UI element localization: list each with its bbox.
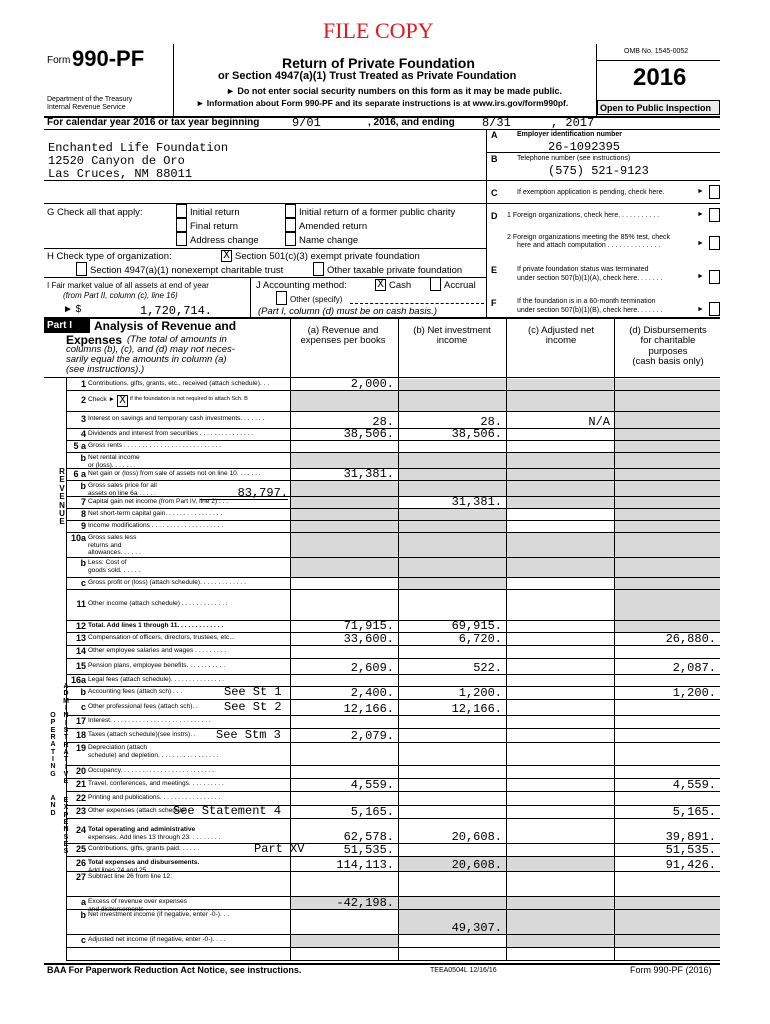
amount-b: 38,506. xyxy=(451,427,502,441)
line-number: 21 xyxy=(75,779,86,789)
row-divider xyxy=(66,496,720,497)
shaded-cell xyxy=(615,897,720,909)
row-divider xyxy=(66,452,720,453)
line-number: 14 xyxy=(75,646,86,656)
g-label: G Check all that apply: xyxy=(47,207,143,218)
line-number: 22 xyxy=(75,792,86,803)
line-label-cont: assets on line 6a . . . . . xyxy=(88,490,156,497)
amount-b: 20,608. xyxy=(451,858,502,872)
line-label: Net short-term capital gain. . . . . . . . . . . . . . . . xyxy=(88,510,223,517)
row-divider xyxy=(66,960,720,961)
line-label: Total operating and administrative xyxy=(88,826,196,833)
foreign-85-label: 2 Foreign organizations meeting the 85% test, check xyxy=(507,234,671,241)
col-d-header-2: for charitable xyxy=(640,335,696,347)
shaded-cell xyxy=(507,453,614,468)
amount-b: 69,915. xyxy=(451,619,502,633)
shaded-cell xyxy=(615,412,720,428)
line-number: 15 xyxy=(75,660,86,671)
shaded-cell xyxy=(399,521,506,532)
amount-a: 2,079. xyxy=(350,729,394,743)
file-copy-stamp: FILE COPY xyxy=(323,18,434,43)
amount-b: 20,608. xyxy=(451,830,502,844)
shaded-cell xyxy=(291,521,398,532)
line-label: Gross profit or (loss) (attach schedule). . . . . . . . . . . . . xyxy=(88,579,246,586)
line-number: 23 xyxy=(75,806,86,816)
and-side-label: A N D xyxy=(50,795,56,817)
omb-number: OMB No. 1545-0052 xyxy=(624,48,689,55)
dept-treasury: Department of the Treasury xyxy=(47,96,133,103)
shaded-cell xyxy=(615,379,720,390)
final-return-label: Final return xyxy=(190,221,239,232)
shaded-cell xyxy=(507,533,614,557)
shaded-cell xyxy=(615,509,720,520)
amount-a: 2,400. xyxy=(350,686,394,700)
line-label: Other expenses (attach schedule) xyxy=(88,807,187,814)
line-label: Subtract line 26 from line 12: xyxy=(88,873,172,880)
line-number: 11 xyxy=(76,599,86,609)
form-title: Return of Private Foundation xyxy=(282,55,475,71)
line-label: Capital gain net income (from Part IV, line 2) . . . xyxy=(88,498,229,505)
col-a-header-1: (a) Revenue and xyxy=(307,325,379,336)
line-label: Total. Add lines 1 through 11. . . . . . . . . . . . . xyxy=(88,622,224,629)
amount-b: 522. xyxy=(473,661,502,675)
irs-label: Internal Revenue Service xyxy=(47,104,126,111)
amount-a: 12,166. xyxy=(343,702,394,716)
paperwork-notice: BAA For Paperwork Reduction Act Notice, see instructions. xyxy=(47,965,302,975)
tax-year-begin: 9/01 xyxy=(292,116,321,130)
line-number: 18 xyxy=(75,729,86,740)
part-title-4: sarily equal the amounts in column (a) xyxy=(66,354,227,365)
shaded-cell xyxy=(615,497,720,508)
line-number: b xyxy=(80,910,86,920)
amount-a: 28. xyxy=(372,415,394,429)
column-divider xyxy=(506,318,507,960)
amount-a: 31,381. xyxy=(343,467,394,481)
statement-reference[interactable]: See St 2 xyxy=(224,699,282,714)
shaded-cell xyxy=(507,481,614,496)
shaded-cell xyxy=(399,509,506,520)
cash-label: Cash xyxy=(389,280,412,291)
col-d-header-1: (d) Disbursements xyxy=(629,325,707,336)
amended-label: Amended return xyxy=(299,221,368,232)
row-divider xyxy=(66,508,720,509)
other-taxable-label: Other taxable private foundation xyxy=(327,265,463,276)
line-number: 16a xyxy=(70,675,86,685)
ein-value: 26-1092395 xyxy=(548,140,621,154)
shaded-cell xyxy=(291,558,398,577)
amount-d: 1,200. xyxy=(672,686,716,700)
shaded-cell xyxy=(507,379,614,390)
sixty-month-label-2: under section 507(b)(1)(B), check here. . . . . . . xyxy=(517,307,663,314)
form-code: TEEA0504L 12/16/16 xyxy=(430,967,497,974)
shaded-cell xyxy=(615,521,720,532)
line-number: 25 xyxy=(75,844,86,854)
fmv-label: I Fair market value of all assets at end of year xyxy=(47,281,209,290)
line-number: b xyxy=(80,481,86,491)
shaded-cell xyxy=(615,533,720,557)
form-subtitle: or Section 4947(a)(1) Trust Treated as Private Foundation xyxy=(218,70,517,82)
line-label: Gross sales price for all xyxy=(88,482,157,489)
line-label: Gross rents . . . . . . . . . . . . . . . . . . . . . . . . . . . xyxy=(88,442,222,449)
shaded-cell xyxy=(615,441,720,452)
terminated-label-2: under section 507(b)(1)(A), check here. . . . . . . xyxy=(517,275,663,282)
amount-d: 4,559. xyxy=(672,778,716,792)
line-label: Interest. . . . . . . . . . . . . . . . . . . . . . . . . . . . xyxy=(88,717,211,724)
ein-label: Employer identification number xyxy=(517,131,623,138)
line-number: b xyxy=(80,558,86,568)
terminated-label: If private foundation status was terminated xyxy=(517,266,649,273)
shaded-cell xyxy=(507,558,614,577)
line-label: Total expenses and disbursements. xyxy=(88,859,200,866)
other-method-label: Other (specify) xyxy=(290,295,343,304)
box-d-letter: D xyxy=(491,211,498,221)
shaded-cell xyxy=(615,481,720,496)
shaded-cell xyxy=(615,910,720,934)
line-label: Other income (attach schedule) . . . . . . . . . . . . . xyxy=(88,600,228,607)
amount-a: 71,915. xyxy=(343,619,394,633)
line-label: Dividends and interest from securities . . . . . . . . . . . . . . . xyxy=(88,430,253,437)
line-number: c xyxy=(80,578,86,588)
line-number: a xyxy=(80,897,86,907)
line-label: Legal fees (attach schedule). . . . . . . . . . . . . . . xyxy=(88,676,224,683)
line-label: Compensation of officers, directors, trustees, etc... xyxy=(88,634,235,641)
line-label: Other professional fees (attach sch). . xyxy=(88,702,198,710)
row-divider xyxy=(66,947,720,948)
amount-a: 4,559. xyxy=(350,778,394,792)
line-number: 17 xyxy=(75,716,86,726)
shaded-cell xyxy=(399,578,506,589)
line-label: Interest on savings and temporary cash investments. . . . . . . xyxy=(88,415,265,422)
line-label-cont: goods sold. . . . . . xyxy=(88,567,141,574)
arrow-icon: ► xyxy=(697,273,704,280)
shaded-cell xyxy=(291,533,398,557)
amount-a: -42,198. xyxy=(336,896,394,910)
line-label: Net rental income xyxy=(88,454,140,461)
shaded-cell xyxy=(507,497,614,508)
line-number: 13 xyxy=(75,633,86,643)
line-number: 27 xyxy=(75,872,86,882)
part-tag: Part I xyxy=(44,319,90,333)
shaded-cell xyxy=(399,469,506,480)
amount-a: 2,609. xyxy=(350,661,394,675)
line-label: Contributions, gifts, grants paid. . . . . . xyxy=(88,845,200,852)
shaded-cell xyxy=(615,558,720,577)
column-divider xyxy=(290,318,291,378)
org-city: Las Cruces, NM 88011 xyxy=(48,167,193,181)
amount-a: 62,578. xyxy=(343,830,394,844)
shaded-cell xyxy=(507,897,614,909)
shaded-cell xyxy=(615,453,720,468)
shaded-cell xyxy=(399,379,506,390)
part-title-3: columns (b), (c), and (d) may not neces- xyxy=(66,344,235,355)
org-address: 12520 Canyon de Oro xyxy=(48,154,185,168)
amount-b: 49,307. xyxy=(451,921,502,935)
amount-b: 1,200. xyxy=(458,686,502,700)
line-label: Other employee salaries and wages . . . . . . . . . xyxy=(88,647,227,654)
foreign-org-label: 1 Foreign organizations, check here. . . . . . . . . . . xyxy=(507,212,660,219)
col-d-header-4: (cash basis only) xyxy=(632,356,704,368)
line-label-cont: expenses. Add lines 13 through 23. . . . . . . . . xyxy=(88,834,221,841)
box-b-letter: B xyxy=(491,154,498,164)
501c3-checkbox[interactable]: X xyxy=(221,250,232,262)
line-number: 2 xyxy=(80,395,86,405)
line-label: Taxes (attach schedule)(see instrs). . xyxy=(88,730,196,738)
amount-a: 33,600. xyxy=(343,632,394,646)
amount-a: 5,165. xyxy=(350,805,394,819)
expenses-side-label: E X P E N S E S xyxy=(63,797,69,856)
line-number: b xyxy=(80,687,86,697)
line-label: Occupancy. . . . . . . . . . . . . . . . . . . . . . . . . . xyxy=(88,767,214,774)
amount-a: 114,113. xyxy=(336,858,394,872)
part-title-2: Expenses xyxy=(66,333,123,347)
line-number: 24 xyxy=(75,825,86,835)
exemption-pending-label: If exemption application is pending, check here. xyxy=(517,189,665,196)
row-divider xyxy=(66,765,720,766)
box-a-letter: A xyxy=(491,130,498,140)
shaded-cell xyxy=(291,497,398,508)
calendar-label: For calendar year 2016 or tax year beginning xyxy=(47,117,260,128)
box-c-letter: C xyxy=(491,188,498,198)
shaded-cell xyxy=(399,453,506,468)
statement-reference[interactable]: See St 1 xyxy=(224,685,282,699)
line-label: Contributions, gifts, grants, etc., received (attach schedule). . . xyxy=(88,380,270,387)
open-inspection: Open to Public Inspection xyxy=(597,100,720,115)
foreign-85-label-2: here and attach computation . . . . . . . . . . . . . . xyxy=(517,242,661,249)
amount-b: 28. xyxy=(480,415,502,429)
line-number: b xyxy=(80,453,86,463)
col-d-header-3: purposes xyxy=(648,345,688,357)
shaded-cell xyxy=(507,910,614,934)
line-number: c xyxy=(80,935,86,945)
line-number: 26 xyxy=(75,858,86,868)
shaded-cell xyxy=(615,391,720,411)
row-divider xyxy=(66,557,720,558)
shaded-cell xyxy=(399,391,506,411)
line-label: Less: Cost of xyxy=(88,559,127,566)
amount-d: 5,165. xyxy=(672,805,716,819)
fmv-label-2: (from Part II, column (c), line 16) xyxy=(63,291,178,300)
amount-b: 12,166. xyxy=(451,702,502,716)
line-label: Adjusted net income (if negative, enter -0-). . . . xyxy=(88,936,226,943)
line-number: 12 xyxy=(75,621,86,631)
line-label: Printing and publications. . . . . . . . . . . . . . . . . xyxy=(88,793,221,801)
shaded-cell xyxy=(399,533,506,557)
line-label: Accounting fees (attach sch) . . . xyxy=(88,688,183,695)
address-change-label: Address change xyxy=(190,235,259,246)
amount-d: 51,535. xyxy=(665,843,716,857)
shaded-cell xyxy=(615,590,720,620)
shaded-cell xyxy=(615,429,720,440)
shaded-cell xyxy=(615,578,720,589)
col-c-header-1: (c) Adjusted net xyxy=(527,325,594,336)
part-title-1: Analysis of Revenue and xyxy=(94,319,237,333)
amount-a: 2,000. xyxy=(350,377,394,391)
shaded-cell xyxy=(507,391,614,411)
shaded-cell xyxy=(291,509,398,520)
ssn-notice: ► Do not enter social security numbers on this form as it may be made public. xyxy=(226,86,562,96)
line-number: 10a xyxy=(70,533,86,543)
part-title-5: (see instructions).) xyxy=(66,364,145,375)
form-number: 990-PF xyxy=(72,46,145,71)
gross-sales-value: 83,797. xyxy=(237,486,288,500)
line-number: 5 a xyxy=(73,441,86,451)
line-label: Gross sales less xyxy=(88,534,137,541)
line-number: 3 xyxy=(80,414,86,424)
line-label-cont: or (loss). . . . . . . xyxy=(88,462,136,469)
footer-form: Form 990-PF (2016) xyxy=(630,965,712,975)
col-b-header-2: income xyxy=(436,335,468,347)
shaded-cell xyxy=(615,469,720,480)
row-divider xyxy=(66,934,720,935)
col-c-header-2: income xyxy=(545,335,577,347)
amount-b: 31,381. xyxy=(451,495,502,509)
row-divider xyxy=(66,411,720,412)
fmv-dollar: ► $ xyxy=(63,304,82,315)
phone-label: Telephone number (see instructions) xyxy=(517,155,631,162)
amount-d: 39,891. xyxy=(665,830,716,844)
statement-reference[interactable]: Part XV xyxy=(254,842,305,856)
statement-reference[interactable]: See Stm 3 xyxy=(216,727,281,742)
shaded-cell xyxy=(399,481,506,496)
line-label: Depreciation (attach xyxy=(88,744,148,751)
accrual-label: Accrual xyxy=(444,280,476,291)
amount-d: 26,880. xyxy=(665,632,716,646)
name-change-label: Name change xyxy=(299,235,359,246)
line-label: Travel, conferences, and meetings. . . . . . . . . . xyxy=(88,780,224,787)
col-a-header-2: expenses per books xyxy=(300,335,386,347)
operating-side-label: O P E R A T I N G xyxy=(50,712,56,778)
col-b-header-1: (b) Net investment xyxy=(413,325,491,336)
row-divider xyxy=(66,658,720,659)
tax-year-end-md: 8/31 xyxy=(482,116,511,130)
statement-reference[interactable]: See Statement 4 xyxy=(173,804,282,818)
shaded-cell xyxy=(291,391,398,411)
row-divider xyxy=(66,520,720,521)
tax-year-end-year: , 2017 xyxy=(551,116,595,130)
line-label-cont: if the foundation is not required to attach Sch. B xyxy=(130,396,248,402)
sch-b-checkbox[interactable]: X xyxy=(117,395,128,407)
amount-d: 2,087. xyxy=(672,661,716,675)
line-label: Check ► xyxy=(88,396,116,403)
line-label-cont: schedule) and depletion. . . . . . . . . . . . . . . . . xyxy=(88,752,219,759)
line-number: 8 xyxy=(80,509,86,519)
line-label: Excess of revenue over expenses xyxy=(88,898,187,905)
501c3-label: Section 501(c)(3) exempt private foundation xyxy=(235,251,420,262)
shaded-cell xyxy=(615,935,720,947)
shaded-cell xyxy=(399,558,506,577)
shaded-cell xyxy=(291,481,398,496)
arrow-icon: ► xyxy=(697,211,704,218)
shaded-cell xyxy=(399,897,506,909)
line-label-cont: and disbursements . . . . . . . . . . . . . . . . . . . . xyxy=(88,906,217,913)
cash-checkbox[interactable]: X xyxy=(375,279,386,291)
line-number: 19 xyxy=(75,743,86,753)
line-label: Net investment income (if negative, enter -0-). . . xyxy=(88,911,230,918)
row-number-divider xyxy=(66,378,67,960)
box-e-letter: E xyxy=(491,265,498,275)
initial-former-label: Initial return of a former public charity xyxy=(299,207,456,218)
shaded-cell xyxy=(291,935,398,947)
arrow-icon: ► xyxy=(697,306,704,313)
fmv-value: 1,720,714. xyxy=(140,304,213,318)
arrow-icon: ► xyxy=(697,188,704,195)
line-number: 7 xyxy=(80,497,86,507)
line-number: 4 xyxy=(80,429,86,439)
line-label-cont: allowances. . . . . . xyxy=(88,549,141,556)
shaded-cell xyxy=(291,453,398,468)
amount-a: 51,535. xyxy=(343,843,394,857)
amount-d: 91,426. xyxy=(665,858,716,872)
phone-value: (575) 521-9123 xyxy=(548,164,649,178)
initial-return-label: Initial return xyxy=(190,207,240,218)
sixty-month-label: If the foundation is in a 60-month termination xyxy=(517,298,656,305)
row-divider xyxy=(66,589,720,590)
4947-label: Section 4947(a)(1) nonexempt charitable trust xyxy=(90,265,284,276)
row-divider xyxy=(66,532,720,533)
accounting-method-label: J Accounting method: xyxy=(256,280,347,291)
line-label: Income modifications . . . . . . . . . . . . . . . . . . . . xyxy=(88,522,224,529)
amount-c: N/A xyxy=(588,415,610,429)
h-label: H Check type of organization: xyxy=(47,251,172,262)
line-number: 9 xyxy=(80,521,86,531)
shaded-cell xyxy=(507,857,614,871)
line-number: 6 a xyxy=(73,469,86,479)
amount-b: 6,720. xyxy=(458,632,502,646)
box-f-letter: F xyxy=(491,298,497,308)
info-notice: ► Information about Form 990-PF and its separate instructions is at www.irs.gov/form990pf. xyxy=(196,98,569,108)
shaded-cell xyxy=(615,621,720,632)
form-word: Form xyxy=(47,55,71,66)
line-number: 1 xyxy=(80,379,86,389)
line-number: 20 xyxy=(75,766,86,776)
calendar-mid: , 2016, and ending xyxy=(368,117,455,128)
line-label: Pension plans, employee benefits. . . . . . . . . . . xyxy=(88,661,226,669)
line-label-cont: returns and xyxy=(88,542,122,549)
part-title-2b: (The total of amounts in xyxy=(127,334,227,345)
row-divider xyxy=(66,577,720,578)
revenue-side-label: R E V E N U E xyxy=(59,467,65,527)
shaded-cell xyxy=(507,469,614,480)
administrative-side-label: A D M I N I S T R A T I V E xyxy=(63,683,69,786)
amount-a: 38,506. xyxy=(343,427,394,441)
cash-basis-note: (Part I, column (d) must be on cash basis.) xyxy=(258,306,437,317)
arrow-icon: ► xyxy=(697,240,704,247)
org-name: Enchanted Life Foundation xyxy=(48,141,229,155)
shaded-cell xyxy=(507,935,614,947)
tax-year: 2016 xyxy=(633,64,687,91)
line-number: c xyxy=(80,701,86,712)
line-label-cont: Add lines 24 and 25 . . . . . . . . . . . . . . . . . . . . xyxy=(88,867,220,874)
line-label: Net gain or (loss) from sale of assets not on line 10. . . . . . . xyxy=(88,470,261,477)
